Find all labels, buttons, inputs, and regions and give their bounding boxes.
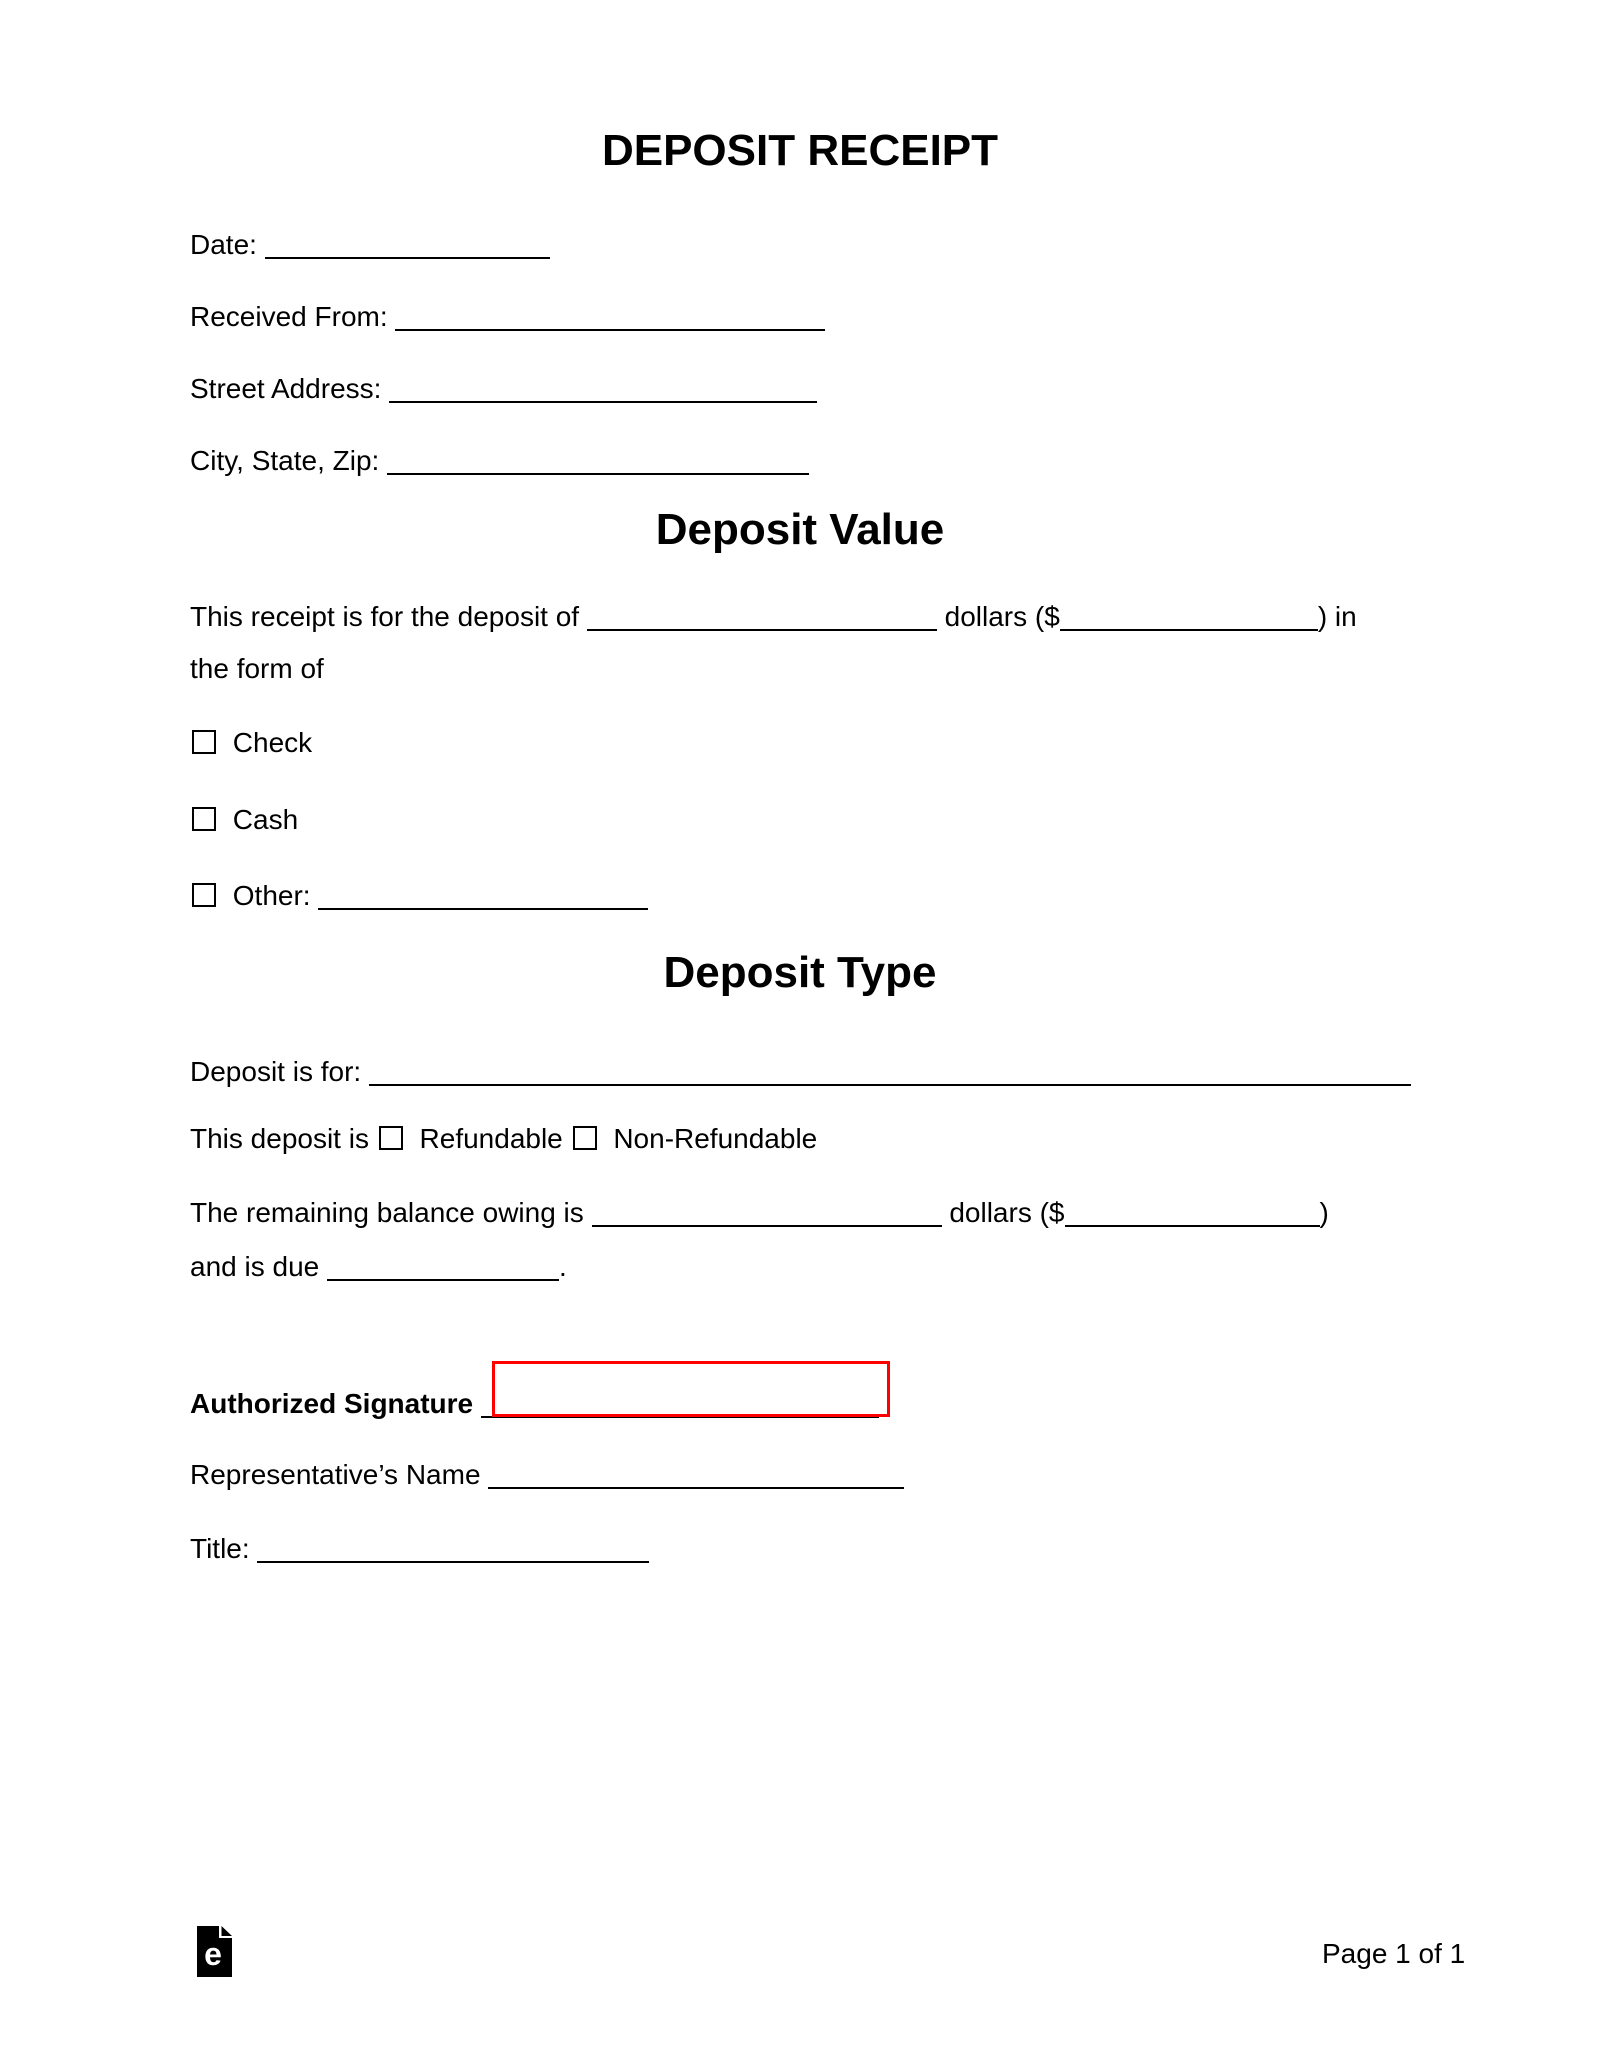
representative-title-label: Title:	[190, 1533, 250, 1564]
refundable-checkbox[interactable]	[379, 1126, 403, 1150]
representative-name-row	[190, 1458, 904, 1492]
other-label: Other:	[232, 880, 311, 911]
representative-title-input-line[interactable]	[257, 1535, 649, 1563]
deposit-value-heading: Deposit Value	[655, 505, 945, 554]
remaining-balance-middle: dollars ($	[949, 1197, 1065, 1228]
street-address-label: Street Address:	[190, 373, 382, 404]
deposit-amount-sentence	[190, 600, 1357, 634]
city-state-zip-label: City, State, Zip:	[190, 445, 380, 476]
other-method-input-line[interactable]	[318, 882, 648, 910]
deposit-purpose-input-line[interactable]	[369, 1058, 1411, 1086]
deposit-amount-words-input-line[interactable]	[587, 603, 937, 631]
eforms-logo-letter: e	[204, 1936, 222, 1972]
date-input-line[interactable]	[265, 231, 550, 259]
due-date-prefix: and is due	[190, 1251, 320, 1282]
due-date-input-line[interactable]	[327, 1253, 559, 1281]
remaining-balance-number-input-line[interactable]	[1065, 1199, 1320, 1227]
street-address-row	[190, 372, 817, 406]
date-row	[190, 228, 550, 262]
cash-checkbox[interactable]	[192, 807, 216, 831]
page-title: DEPOSIT RECEIPT	[601, 126, 999, 175]
remaining-balance-words-input-line[interactable]	[592, 1199, 942, 1227]
deposit-purpose-label: Deposit is for:	[190, 1056, 362, 1087]
city-state-zip-input-line[interactable]	[387, 447, 809, 475]
deposit-type-heading: Deposit Type	[663, 948, 937, 997]
city-state-zip-row	[190, 444, 809, 478]
deposit-amount-number-input-line[interactable]	[1060, 603, 1318, 631]
signature-field-highlight-box[interactable]	[492, 1361, 890, 1417]
refundable-label: Refundable	[419, 1123, 563, 1154]
remaining-balance-suffix: )	[1319, 1197, 1329, 1228]
cash-label: Cash	[232, 804, 299, 835]
due-date-suffix: .	[559, 1251, 567, 1282]
received-from-label: Received From:	[190, 301, 388, 332]
authorized-signature-label: Authorized Signature	[190, 1388, 474, 1419]
eforms-logo-icon	[197, 1926, 232, 1982]
deposit-amount-suffix: ) in	[1317, 601, 1357, 632]
page-number: Page 1 of 1	[1322, 1938, 1466, 1969]
remaining-balance-prefix: The remaining balance owing is	[190, 1197, 584, 1228]
non-refundable-checkbox[interactable]	[573, 1126, 597, 1150]
representative-name-label: Representative’s Name	[190, 1459, 481, 1490]
street-address-input-line[interactable]	[389, 375, 817, 403]
received-from-input-line[interactable]	[395, 303, 825, 331]
deposit-amount-sentence-line2: the form of	[190, 653, 324, 684]
other-checkbox[interactable]	[192, 883, 216, 907]
due-date-row	[190, 1250, 567, 1284]
refundability-prefix: This deposit is	[190, 1123, 369, 1154]
check-checkbox[interactable]	[192, 730, 216, 754]
deposit-amount-middle: dollars ($	[944, 601, 1060, 632]
cash-method-row	[190, 803, 298, 837]
remaining-balance-sentence	[190, 1196, 1329, 1230]
representative-title-row	[190, 1532, 649, 1566]
non-refundable-label: Non-Refundable	[613, 1123, 818, 1154]
date-label: Date:	[190, 229, 257, 260]
deposit-purpose-row	[190, 1055, 1411, 1089]
received-from-row	[190, 300, 825, 334]
check-label: Check	[232, 727, 313, 758]
refundability-row	[190, 1122, 817, 1156]
other-method-row	[190, 879, 648, 913]
representative-name-input-line[interactable]	[488, 1461, 904, 1489]
check-method-row	[190, 726, 312, 760]
deposit-amount-prefix: This receipt is for the deposit of	[190, 601, 580, 632]
